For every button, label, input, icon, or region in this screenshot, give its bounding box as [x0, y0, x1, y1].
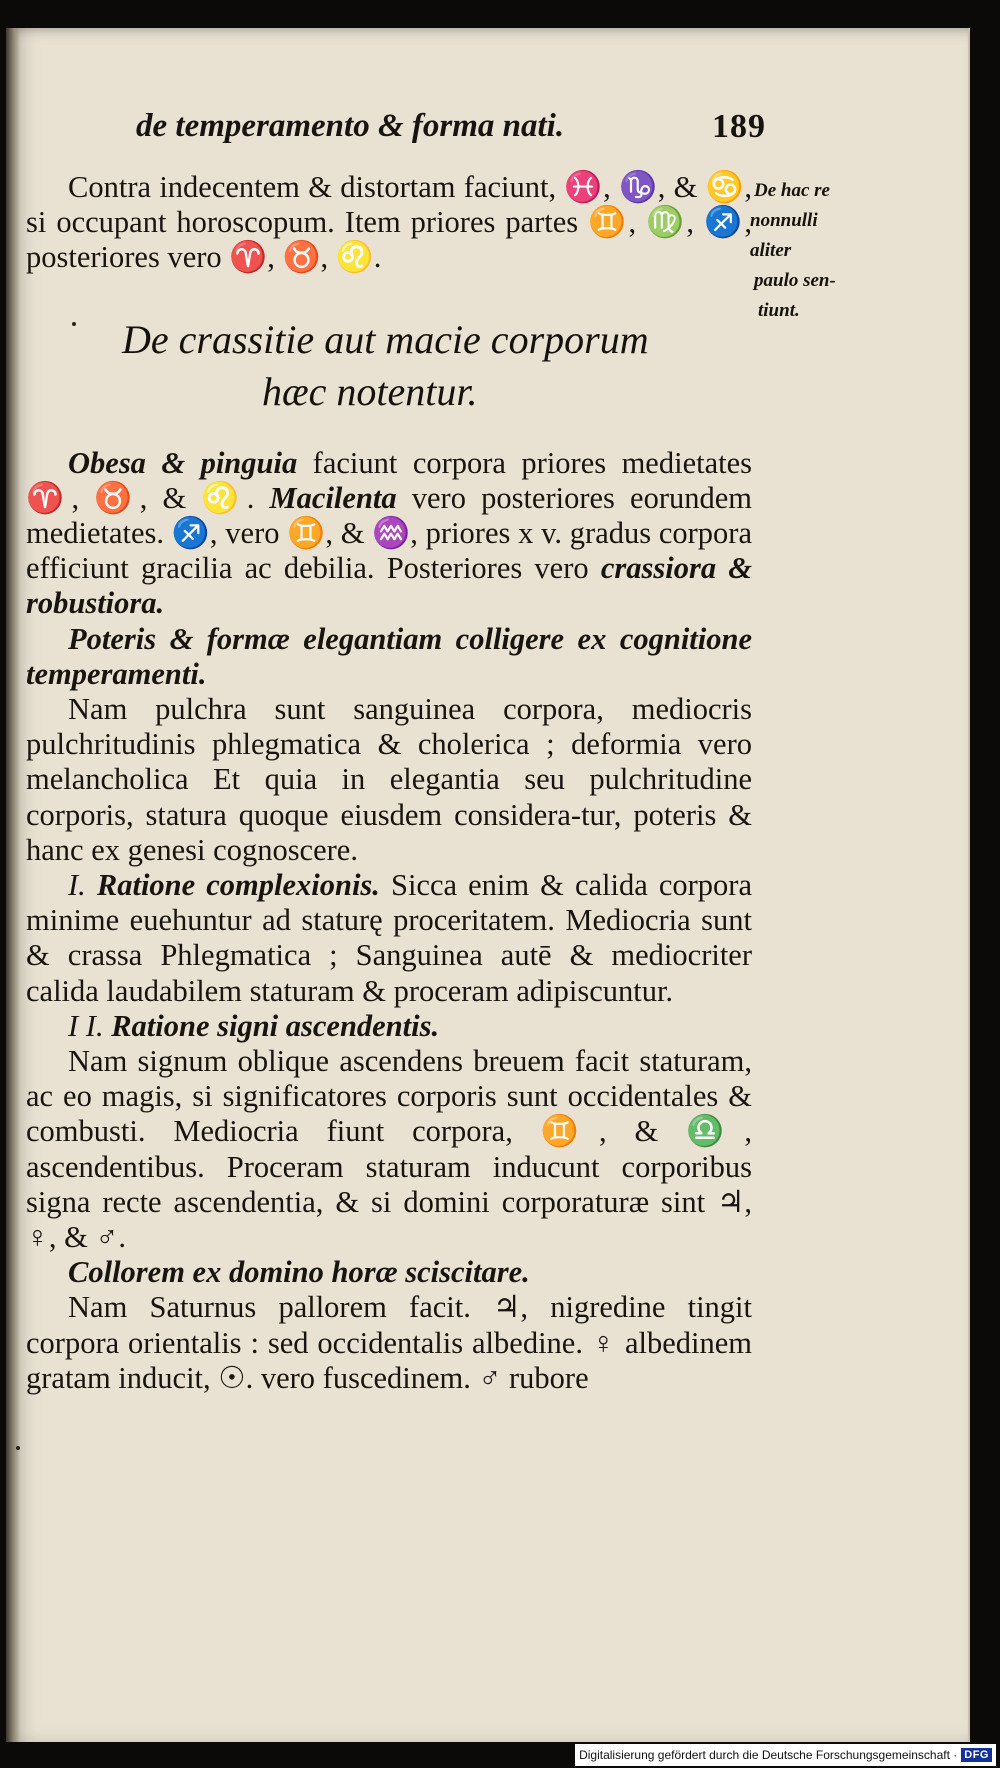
- paragraph-nam-pulchra: Nam pulchra sunt sanguinea corpora, mediocris pulchritudinis phlegmatica & cholerica ; deformia vero melancholica Et quia in elegantia seu pulchritudine corporis, statura quoque eiusdem considera-tur, poteris & hanc ex genesi cognoscere.: [26, 692, 752, 867]
- ink-speck: [16, 1446, 20, 1450]
- footer-text: Digitalisierung gefördert durch die Deutsche Forschungsgemeinschaft ·: [579, 1748, 958, 1762]
- page-number: 189: [712, 108, 766, 145]
- paragraph-text: vero posteriores eorundem medietates. ♐, vero ♊, & ♒, priores x v. gradus corpora efficiunt gracilia ac debilia. Posteriores vero: [26, 480, 752, 586]
- lead-phrase: Obesa & pinguia: [68, 445, 298, 480]
- paragraph-nam-saturnus: Nam Saturnus pallorem facit. ♃, nigredine tingit corpora orientalis : sed occidentalis albedine. ♀ albedinem gratam inducit, ☉. vero fuscedinem. ♂ rubore: [26, 1290, 752, 1395]
- paragraph-text: Sicca enim & calida corpora minime euehuntur ad staturę proceritatem. Mediocria sunt & crassa Phlegmatica ; Sanguinea autē & mediocriter calida laudabilem staturam & proceram adipiscuntur.: [26, 868, 752, 1008]
- lead-phrase: Ratione signi ascendentis.: [111, 1008, 440, 1043]
- lead-phrase: Ratione complexionis.: [96, 868, 380, 903]
- running-header-title: de temperamento & forma nati.: [136, 108, 565, 144]
- marginal-note-line: tiunt.: [758, 300, 800, 321]
- paragraph-text: faciunt corpora priores medietates ♈, ♉, & ♌.: [26, 445, 752, 515]
- marginal-note-line: De hac re: [754, 180, 830, 201]
- paragraph-ratione-signi: [26, 1009, 752, 1044]
- marginal-note: [750, 176, 880, 326]
- marginal-note-line: aliter: [750, 240, 792, 261]
- paragraph-nam-signum: Nam signum oblique ascendens breuem facit staturam, ac eo magis, si significatores corporis sunt occidentales & combusti. Mediocria fiunt corpora, ♊, & ♎, ascendentibus. Proceram staturam inducunt corporibus signa recte ascendentia, & si domini corporaturæ sint ♃, ♀, & ♂.: [26, 1044, 752, 1255]
- paragraph-poteris: Poteris & formæ elegantiam colligere ex cognitione temperamenti.: [26, 621, 752, 691]
- marginal-note-line: nonnulli: [750, 210, 818, 231]
- page-body: [26, 170, 752, 1396]
- running-header: [136, 86, 766, 146]
- section-heading: [26, 314, 752, 418]
- paragraph-contra: Contra indecentem & distortam faciunt, ♓, ♑, & ♋, si occupant horoscopum. Item priores partes ♊, ♍, ♐, posteriores vero ♈, ♉, ♌.: [26, 170, 752, 275]
- paragraph-obesa: [26, 446, 752, 622]
- paragraph-ratione-complexionis: [26, 868, 752, 1009]
- section-heading-line-1: De crassitie aut macie corporum: [122, 316, 649, 362]
- section-heading-line-2: hæc notentur.: [262, 368, 478, 414]
- book-page: [6, 28, 970, 1742]
- paragraph-collorem: Collorem ex domino horæ sciscitare.: [68, 1255, 530, 1290]
- dfg-logo: DFG: [961, 1748, 992, 1762]
- lead-phrase: Macilenta: [269, 480, 397, 515]
- section-number: I.: [68, 868, 86, 903]
- lead-phrase: crassiora & robustiora.: [26, 551, 752, 621]
- page-spine-shadow: [6, 28, 20, 1742]
- marginal-note-line: paulo sen-: [754, 270, 836, 291]
- section-number: I I.: [68, 1008, 104, 1043]
- digitization-footer: [575, 1744, 996, 1766]
